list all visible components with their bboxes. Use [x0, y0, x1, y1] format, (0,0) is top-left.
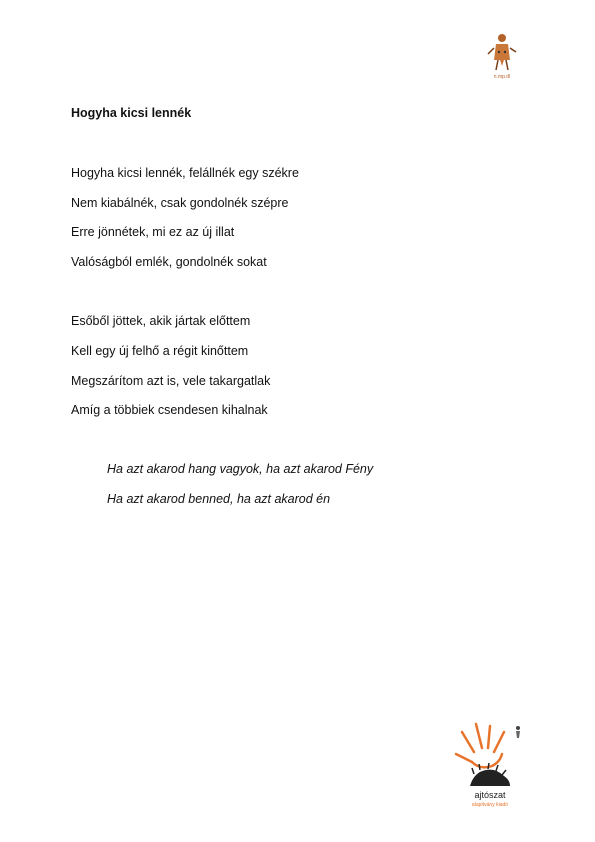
- poem-line: Kell egy új felhő a régit kinőttem: [71, 344, 249, 358]
- poem-title: Hogyha kicsi lennék: [71, 106, 192, 120]
- figure-logo-icon: [482, 30, 522, 80]
- poem-line: Megszárítom azt is, vele takargatlak: [71, 374, 271, 388]
- poem-line: Esőből jöttek, akik jártak előttem: [71, 314, 251, 328]
- refrain-line: Ha azt akarod hang vagyok, ha azt akarod Fény: [107, 462, 374, 476]
- top-logo-text: n.mp.dl: [493, 74, 511, 80]
- poem-line: Valóságból emlék, gondolnék sokat: [71, 255, 267, 269]
- bottom-logo-text: ajtószat: [474, 790, 506, 800]
- poem-line: Amíg a többiek csendesen kihalnak: [71, 403, 268, 417]
- poem-line: Nem kiabálnék, csak gondolnék szépre: [71, 196, 289, 210]
- poem-line: Hogyha kicsi lennék, felállnék egy székre: [71, 166, 299, 180]
- poem-line: Erre jönnétek, mi ez az új illat: [71, 225, 235, 239]
- bottom-logo-subtext: alapítvány kiadó: [471, 802, 509, 808]
- refrain-line: Ha azt akarod benned, ha azt akarod én: [107, 492, 331, 506]
- hand-logo-icon: [452, 722, 532, 808]
